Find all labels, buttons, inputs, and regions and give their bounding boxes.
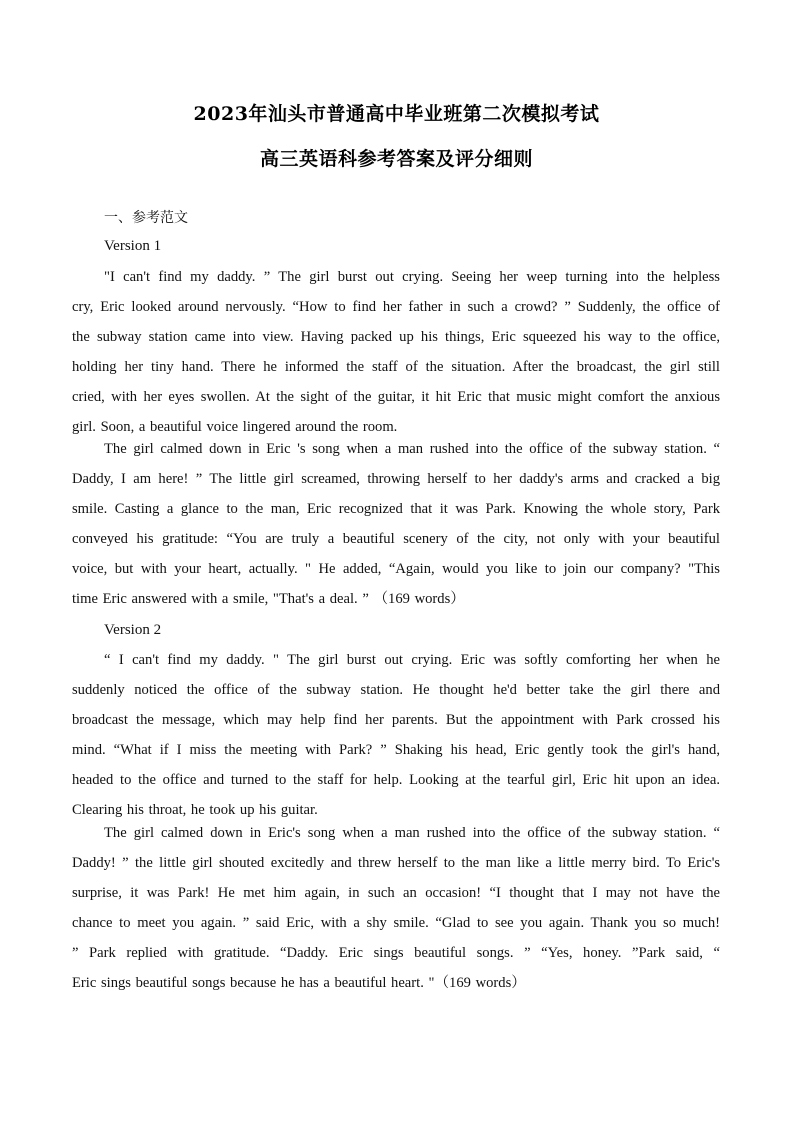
- text-line: ” Park replied with gratitude. “Daddy. Eric sings beautiful songs. ” “Yes, honey. ”Park said, “: [72, 945, 720, 961]
- text-line: Daddy! ” the little girl shouted excitedly and threw herself to the man like a little merry bird. To Eric's: [72, 855, 720, 871]
- text-line: The girl calmed down in Eric's song when a man rushed into the office of the subway station. “: [104, 825, 720, 841]
- text-line: holding her tiny hand. There he informed the staff of the situation. After the broadcast, the girl still: [72, 359, 720, 375]
- text-line: Clearing his throat, he took up his guitar.: [72, 802, 318, 818]
- text-line: The girl calmed down in Eric 's song when a man rushed into the office of the subway station. “: [104, 441, 720, 457]
- version-1-paragraph-2: [72, 438, 720, 618]
- text-line: suddenly noticed the office of the subway station. He thought he'd better take the girl there and: [72, 682, 720, 698]
- text-line: conveyed his gratitude: “You are truly a beautiful scenery of the city, not only with your beautiful: [72, 531, 720, 547]
- version-2-paragraph-1: [72, 649, 720, 829]
- text-line: surprise, it was Park! He met him again, in such an occasion! “I thought that I may not have the: [72, 885, 720, 901]
- text-line: girl. Soon, a beautiful voice lingered around the room.: [72, 419, 398, 435]
- text-line: chance to meet you again. ” said Eric, with a shy smile. “Glad to see you again. Thank you so much!: [72, 915, 720, 931]
- version-1-label: Version 1: [104, 238, 162, 254]
- text-line: “ I can't find my daddy. " The girl burst out crying. Eric was softly comforting her when he: [104, 652, 720, 668]
- text-line: cry, Eric looked around nervously. “How to find her father in such a crowd? ” Suddenly, the office of: [72, 299, 720, 315]
- text-line: Eric sings beautiful songs because he has a beautiful heart. "（169 words）: [72, 975, 526, 991]
- document-title: 2023年汕头市普通高中毕业班第二次模拟考试: [193, 103, 600, 125]
- text-line: smile. Casting a glance to the man, Eric recognized that it was Park. Knowing the whole story, Park: [72, 501, 720, 517]
- text-line: "I can't find my daddy. ” The girl burst out crying. Seeing her weep turning into the helpless: [104, 269, 720, 285]
- text-line: headed to the office and turned to the staff for help. Looking at the tearful girl, Eric hit upon an idea.: [72, 772, 720, 788]
- text-line: the subway station came into view. Having packed up his things, Eric squeezed his way to the office,: [72, 329, 720, 345]
- version-2-label: Version 2: [104, 622, 162, 638]
- text-line: cried, with her eyes swollen. At the sight of the guitar, it hit Eric that music might comfort the anxious: [72, 389, 720, 405]
- text-line: time Eric answered with a smile, "That's a deal. ” （169 words）: [72, 591, 465, 607]
- text-line: mind. “What if I miss the meeting with Park? ” Shaking his head, Eric gently took the girl's hand,: [72, 742, 720, 758]
- text-line: voice, but with your heart, actually. " He added, “Again, would you like to join our company? "This: [72, 561, 720, 577]
- version-2-paragraph-2: [72, 822, 720, 1002]
- document-subtitle: 高三英语科参考答案及评分细则: [259, 148, 533, 170]
- version-1-paragraph-1: [72, 266, 720, 446]
- text-line: broadcast the message, which may help find her parents. But the appointment with Park crossed his: [72, 712, 720, 728]
- text-line: Daddy, I am here! ” The little girl screamed, throwing herself to her daddy's arms and cracked a big: [72, 471, 720, 487]
- section-heading: 一、参考范文: [104, 210, 188, 226]
